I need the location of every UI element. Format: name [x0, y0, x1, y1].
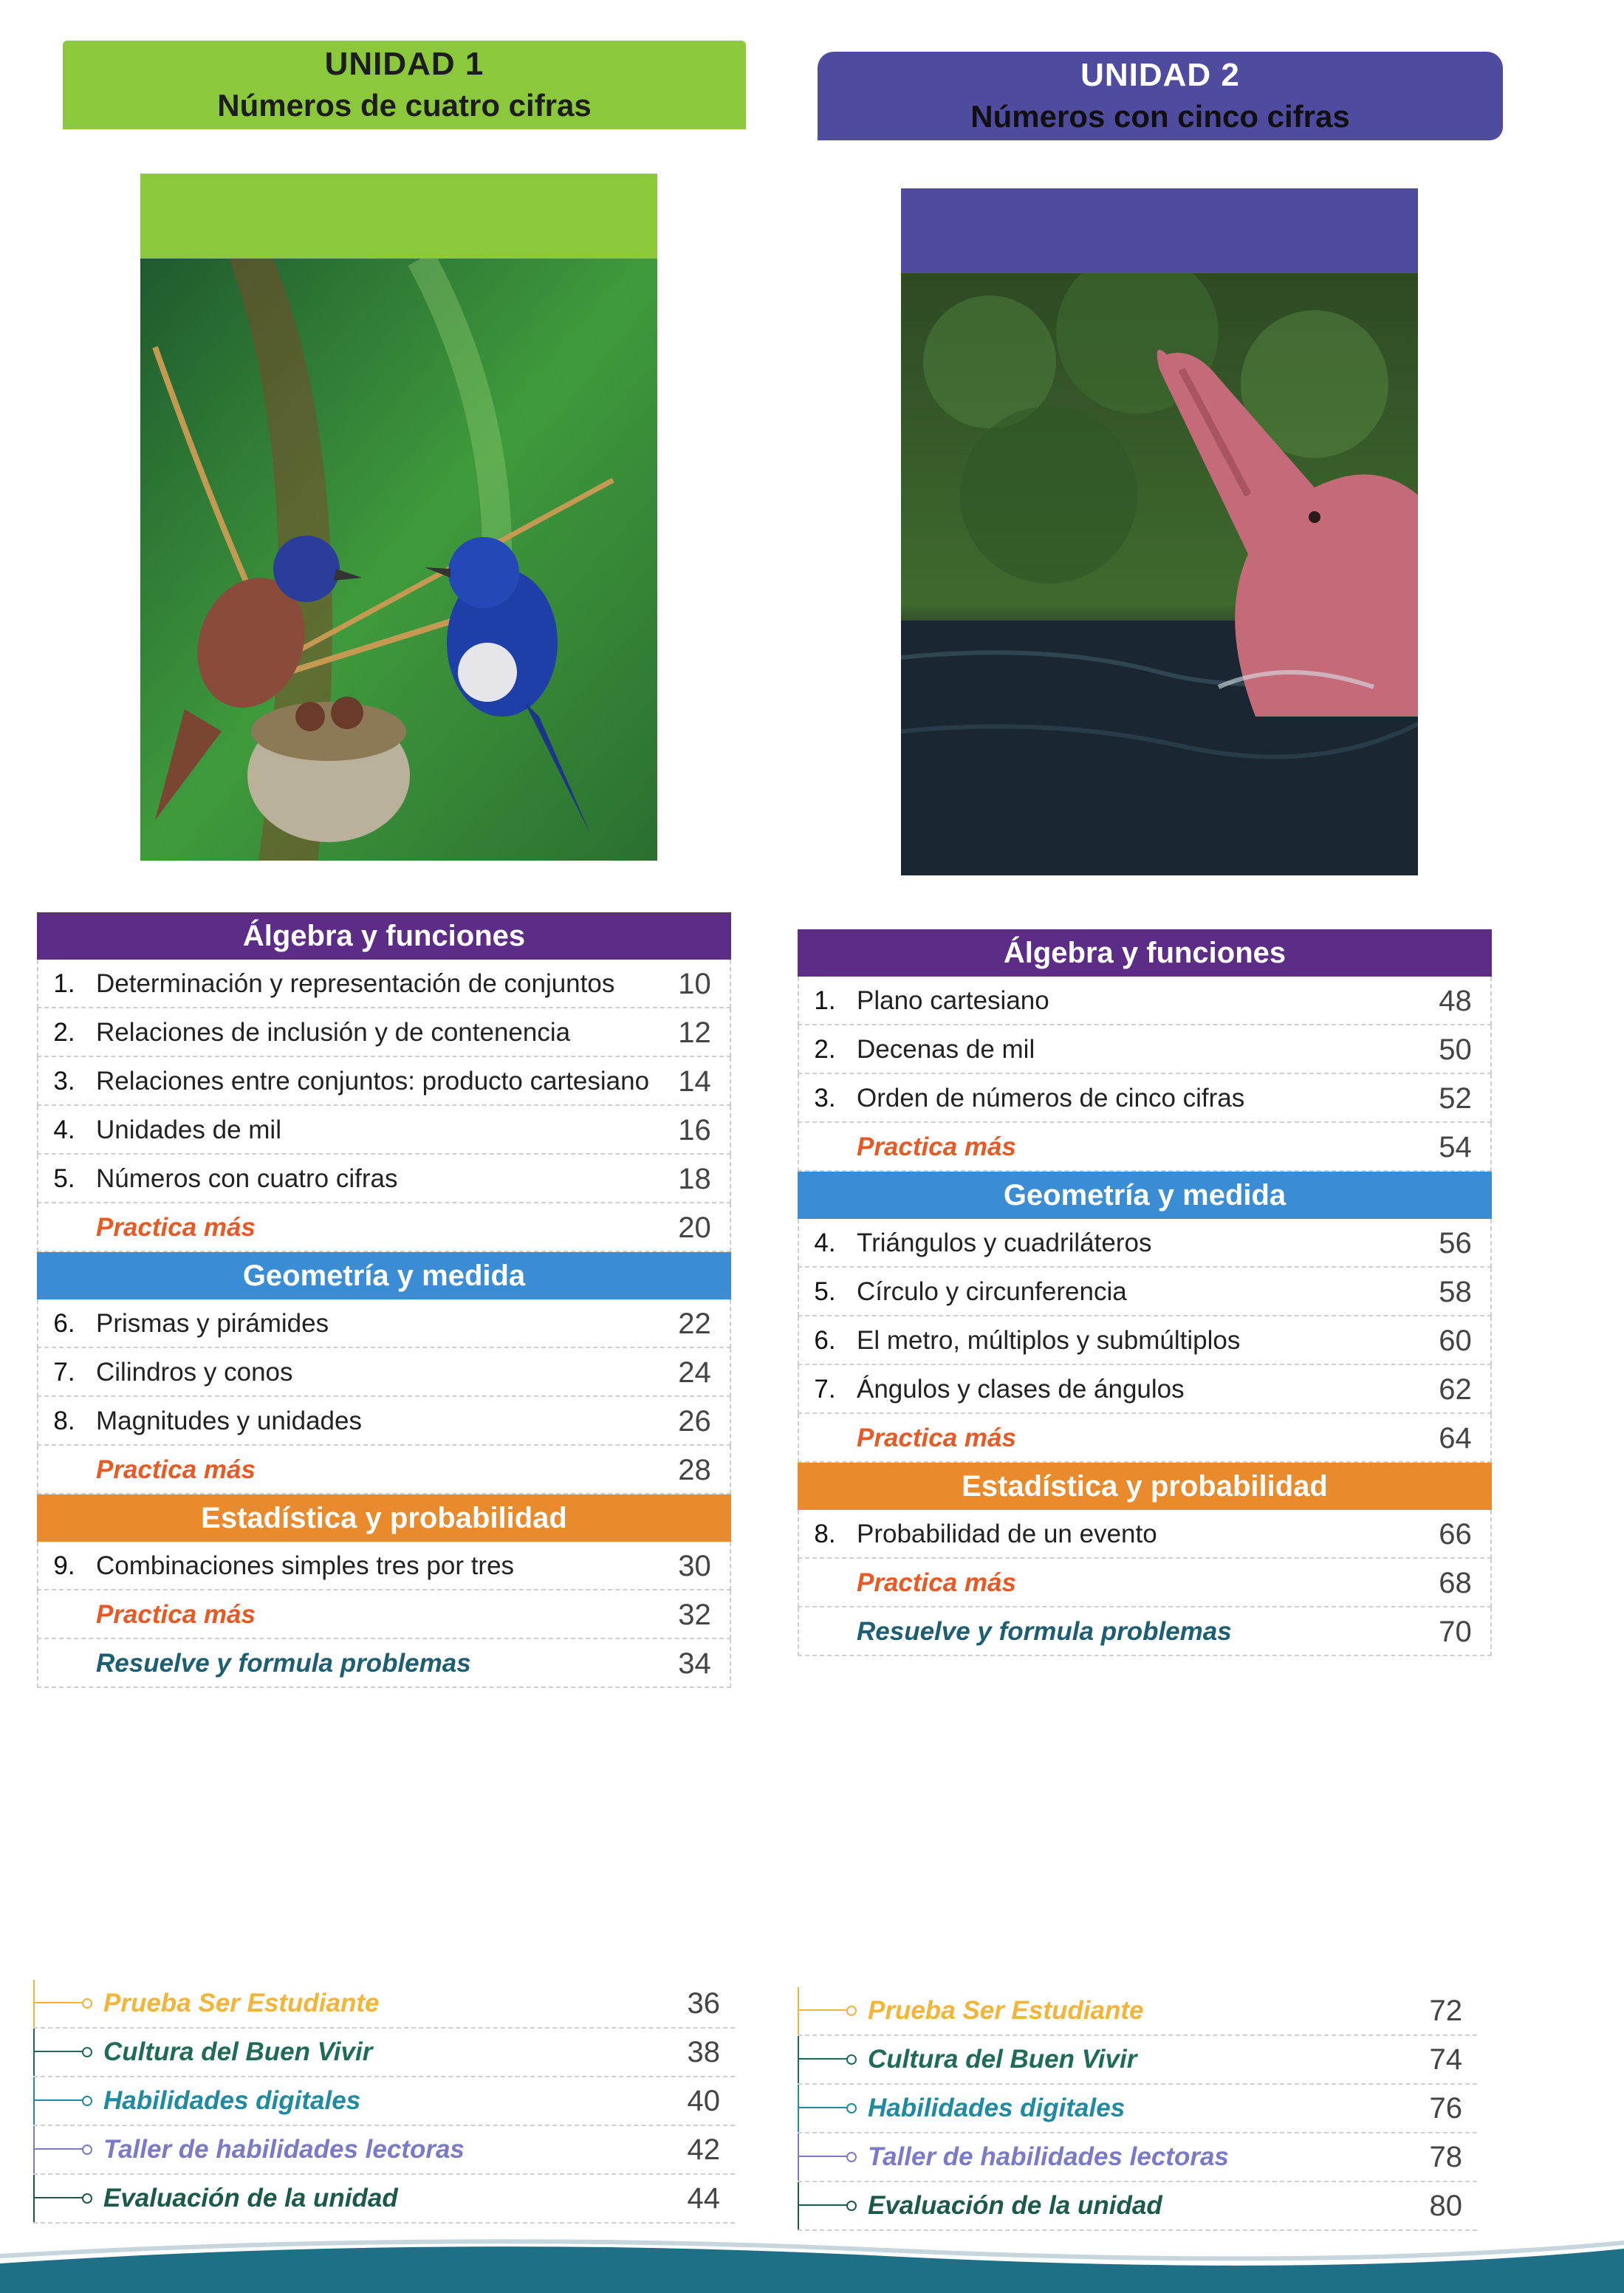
toc-row[interactable]: 3. Relaciones entre conjuntos: producto cartesiano 14 — [37, 1057, 731, 1106]
extra-habilidades[interactable]: Habilidades digitales 40 — [33, 2077, 735, 2126]
section-algebra-header: Álgebra y funciones — [37, 912, 731, 960]
section-geometria-header: Geometría y medida — [37, 1252, 731, 1299]
extra-evaluacion[interactable]: Evaluación de la unidad 44 — [33, 2175, 735, 2224]
unit-2-number: UNIDAD 2 — [1080, 57, 1240, 93]
toc-row[interactable]: 4. Unidades de mil 16 — [37, 1106, 731, 1155]
unit-2-header — [818, 52, 1503, 140]
river-dolphin-image — [901, 273, 1418, 875]
section-geometria-header: Geometría y medida — [798, 1172, 1492, 1219]
toc-row-practica[interactable]: Practica más 54 — [798, 1123, 1492, 1172]
extra-taller[interactable]: Taller de habilidades lectoras 42 — [33, 2126, 735, 2175]
toc-row[interactable]: 8. Magnitudes y unidades 26 — [37, 1397, 731, 1446]
toc-row-practica[interactable]: Practica más 20 — [37, 1203, 731, 1252]
toc-row[interactable]: 2. Relaciones de inclusión y de contenencia 12 — [37, 1008, 731, 1057]
extra-evaluacion[interactable]: Evaluación de la unidad 80 — [798, 2182, 1477, 2231]
section-algebra-header: Álgebra y funciones — [798, 929, 1492, 977]
toc-row[interactable]: 5. Círculo y circunferencia 58 — [798, 1268, 1492, 1316]
unit-1-title: Números de cuatro cifras — [217, 88, 592, 123]
unit-1-header — [63, 41, 746, 129]
toc-row-practica[interactable]: Practica más 68 — [798, 1559, 1492, 1607]
toc-row[interactable]: 9. Combinaciones simples tres por tres 30 — [37, 1542, 731, 1590]
toc-row-resuelve[interactable]: Resuelve y formula problemas 70 — [798, 1607, 1492, 1656]
extra-prueba[interactable]: Prueba Ser Estudiante 72 — [798, 1987, 1477, 2036]
toc-row-resuelve[interactable]: Resuelve y formula problemas 34 — [37, 1639, 731, 1688]
extra-taller[interactable]: Taller de habilidades lectoras 78 — [798, 2133, 1477, 2182]
extra-habilidades[interactable]: Habilidades digitales 76 — [798, 2085, 1477, 2133]
unit-1-extras — [33, 1980, 735, 2224]
unit-2-extras — [798, 1987, 1477, 2231]
toc-row[interactable]: 2. Decenas de mil 50 — [798, 1025, 1492, 1074]
toc-row[interactable]: 1. Plano cartesiano 48 — [798, 977, 1492, 1025]
toc-row[interactable]: 3. Orden de números de cinco cifras 52 — [798, 1074, 1492, 1123]
section-estadistica-header: Estadística y probabilidad — [37, 1494, 731, 1542]
footer-wave — [0, 2234, 1624, 2293]
toc-row-practica[interactable]: Practica más 28 — [37, 1446, 731, 1494]
extra-prueba[interactable]: Prueba Ser Estudiante 36 — [33, 1980, 735, 2029]
unit-2-photo-dolphin — [901, 188, 1418, 875]
extra-cultura[interactable]: Cultura del Buen Vivir 74 — [798, 2036, 1477, 2085]
unit-1-contents — [37, 912, 731, 1688]
toc-row[interactable]: 1. Determinación y representación de conjuntos 10 — [37, 960, 731, 1008]
toc-row[interactable]: 7. Ángulos y clases de ángulos 62 — [798, 1365, 1492, 1414]
birds-nest-image — [140, 259, 657, 861]
unit-2-title: Números con cinco cifras — [970, 99, 1350, 134]
unit-1-photo-birds — [140, 174, 657, 861]
toc-row[interactable]: 4. Triángulos y cuadriláteros 56 — [798, 1219, 1492, 1268]
extra-cultura[interactable]: Cultura del Buen Vivir 38 — [33, 2029, 735, 2077]
unit-1-number: UNIDAD 1 — [324, 46, 484, 82]
toc-row[interactable]: 5. Números con cuatro cifras 18 — [37, 1155, 731, 1203]
toc-row[interactable]: 7. Cilindros y conos 24 — [37, 1348, 731, 1397]
toc-row-practica[interactable]: Practica más 32 — [37, 1590, 731, 1639]
toc-row[interactable]: 6. Prismas y pirámides 22 — [37, 1299, 731, 1348]
toc-row[interactable]: 6. El metro, múltiplos y submúltiplos 60 — [798, 1316, 1492, 1365]
toc-row-practica[interactable]: Practica más 64 — [798, 1414, 1492, 1463]
section-estadistica-header: Estadística y probabilidad — [798, 1463, 1492, 1510]
unit-2-contents — [798, 929, 1492, 1656]
toc-row[interactable]: 8. Probabilidad de un evento 66 — [798, 1510, 1492, 1559]
